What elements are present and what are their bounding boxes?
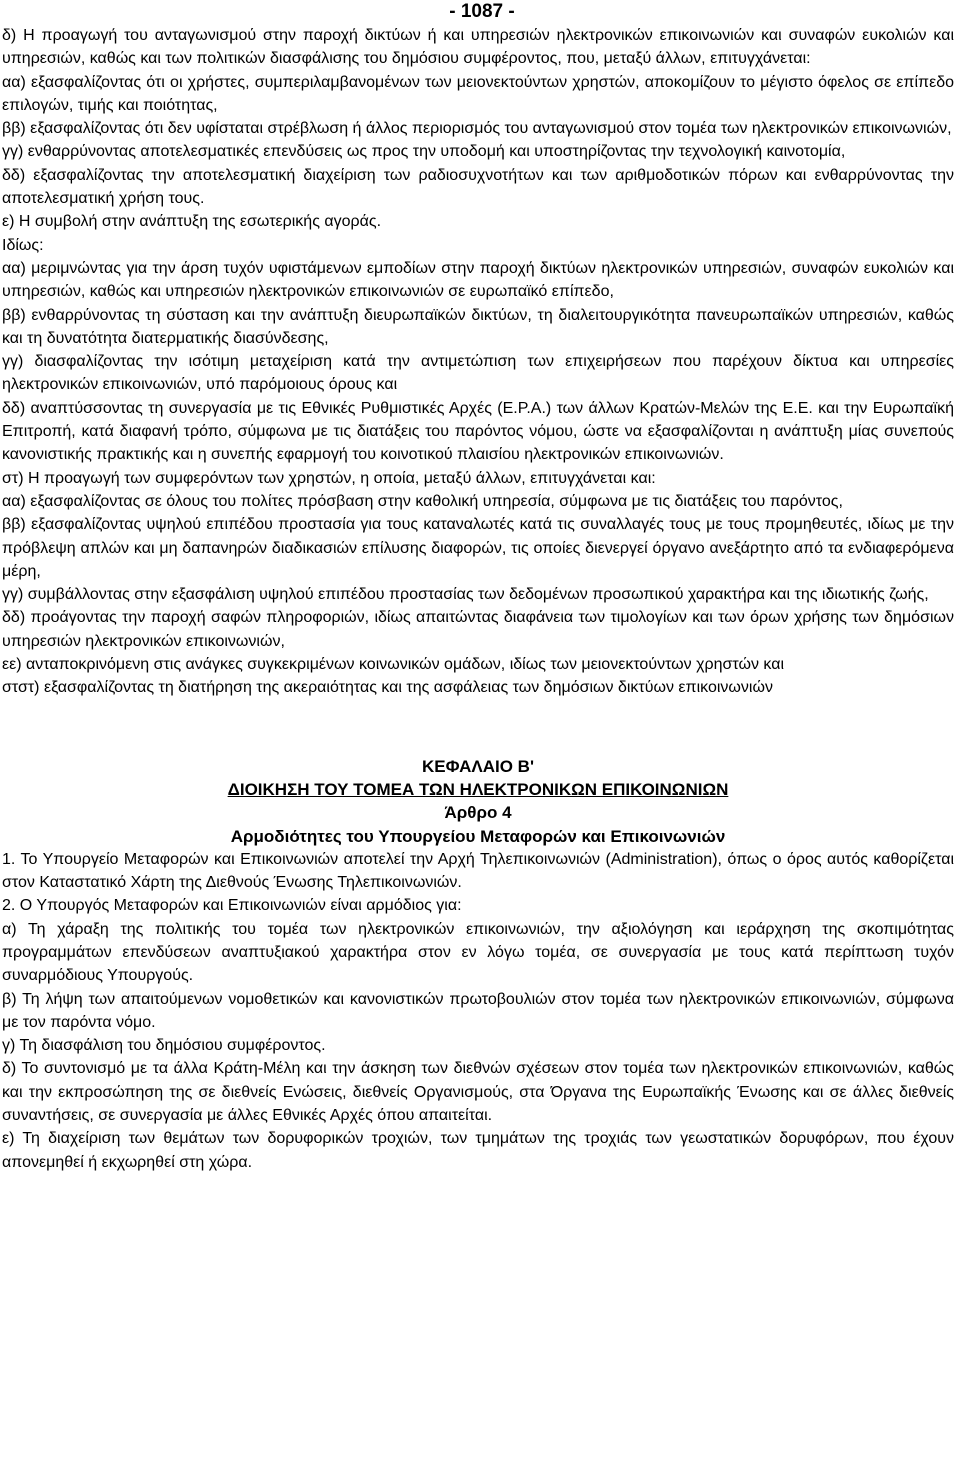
paragraph-ee-social-groups: εε) ανταποκρινόμενη στις ανάγκες συγκεκριμένων κοινωνικών ομάδων, ιδίως των μειονεκτούντων χρηστών και [2,656,785,674]
paragraph-especially: Ιδίως: [2,236,44,254]
paragraph-bb-trans-european: ββ) ενθαρρύνοντας τη σύσταση και την ανάπτυξη διευρωπαϊκών δικτύων, τη διαλειτουργικότητα πανευρωπαϊκών υπηρεσιών, καθώς και τη δυνατότητα διατερματικής διασύνδεσης, [2,306,954,347]
paragraph-dd-cooperation: δδ) αναπτύσσοντας τη συνεργασία με τις Εθνικές Ρυθμιστικές Αρχές (Ε.Ρ.Α.) των άλλων Κρατών-Μελών της Ε.Ε. και την Ευρωπαϊκή Επιτροπή, κατά διαφανή τρόπο, σύμφωνα με τις διατάξεις του παρόντος νόμου, ώστε να εξασφαλίζονται η ανάπτυξη μίας συνεπούς κανονιστικής πρακτικής και η συνεπής εφαρμογή του κοινοτικού πλαισίου ηλεκτρονικών επικοινωνιών. [2,399,954,464]
paragraph-a-policy: α) Τη χάραξη της πολιτικής του τομέα των ηλεκτρονικών επικοινωνιών, την αξιολόγηση και ιεράρχηση της σκοπιμότητας προγραμμάτων επενδύσεων αναπτυξιακού χαρακτήρα στον εν λόγω τομέα, σε συνεργασία με τους κατά περίπτωση τυχόν συναρμόδιους Υπουργούς. [2,920,954,985]
paragraph-gg-data-protection: γγ) συμβάλλοντας στην εξασφάλιση υψηλού επιπέδου προστασίας των δεδομένων προσωπικού χαρακτήρα και της ιδιωτικής ζωής, [2,586,929,604]
paragraph-b-legislation: β) Τη λήψη των απαιτούμενων νομοθετικών και κανονιστικών πρωτοβουλιών στον τομέα των ηλεκτρονικών επικοινωνιών, σύμφωνα με τον παρόντα νόμο. [2,990,954,1031]
paragraph-e-internal-market: ε) Η συμβολή στην ανάπτυξη της εσωτερικής αγοράς. [2,213,382,231]
paragraph-2-minister-responsibilities: 2. Ο Υπουργός Μεταφορών και Επικοινωνιών είναι αρμόδιος για: [2,897,462,915]
article-title: Αρμοδιότητες του Υπουργείου Μεταφορών και Επικοινωνιών [230,826,726,846]
paragraph-aa-remove-obstacles: αα) μεριμνώντας για την άρση τυχόν υφιστάμενων εμποδίων στην παροχή δικτύων ηλεκτρονικών υπηρεσιών, συναφών ευκολιών και υπηρεσιών, καθώς και υπηρεσιών ηλεκτρονικών επικοινωνιών σε ευρωπαϊκό επίπεδο, [2,259,954,301]
paragraph-c-public-interest: γ) Τη διασφάλιση του δημόσιου συμφέροντος. [2,1037,326,1055]
chapter-title: ΔΙΟΙΚΗΣΗ ΤΟΥ ΤΟΜΕΑ ΤΩΝ ΗΛΕΚΤΡΟΝΙΚΩΝ ΕΠΙΚΟΙΝΩΝΙΩΝ [227,779,729,799]
paragraph-d-international-relations: δ) Το συντονισμό με τα άλλα Κράτη-Μέλη και την άσκηση των διεθνών σχέσεων στον τομέα των ηλεκτρονικών επικοινωνιών, καθώς και την εκπροσώπηση της σε διεθνείς Ενώσεις, διεθνείς Οργανισμούς, στα Όργανα της Ευρωπαϊκής Ένωσης και σε άλλες διεθνείς συναντήσεις, σε συνεργασία με άλλες Εθνικές Αρχές όπου απαιτείται. [2,1060,954,1125]
paragraph-stst-network-integrity: στστ) εξασφαλίζοντας τη διατήρηση της ακεραιότητας και της ασφάλειας των δημόσιων δικτύων επικοινωνιών [2,679,773,697]
section-spacer [2,700,954,755]
paragraph-1-administration: 1. Το Υπουργείο Μεταφορών και Επικοινωνιών αποτελεί την Αρχή Τηλεπικοινωνιών (Administration), όπως ο όρος αυτός καθορίζεται στον Καταστατικό Χάρτη της Διεθνούς Ένωσης Τηλεπικοινωνιών. [2,850,954,892]
paragraph-e-satellite-orbits: ε) Τη διαχείριση των θεμάτων των δορυφορικών τροχιών, των τμημάτων της τροχιάς των γεωστατικών δορυφόρων, που έχουν απονεμηθεί ή εκχωρηθεί στη χώρα. [2,1130,954,1171]
chapter-label: ΚΕΦΑΛΑΙΟ Β' [422,756,534,776]
paragraph-bb-consumer-protection: ββ) εξασφαλίζοντας υψηλού επιπέδου προστασία για τους καταναλωτές κατά τις συναλλαγές τους με τους προμηθευτές, ιδίως με την πρόβλεψη απλών και μη δαπανηρών διαδικασιών επίλυσης διαφορών, τις οποίες διενεργεί όργανο ανεξάρτητο από τα ενδιαφερόμενα μέρη, [2,516,954,580]
article-number: Άρθρο 4 [444,803,512,823]
paragraph-st-user-interests: στ) Η προαγωγή των συμφερόντων των χρηστών, η οποία, μεταξύ άλλων, επιτυγχάνεται και: [2,469,656,487]
paragraph-dd-clear-information: δδ) προάγοντας την παροχή σαφών πληροφοριών, ιδίως απαιτώντας διαφάνεια των τιμολογίων και των όρων χρήσης των δημόσιων υπηρεσιών ηλεκτρονικών επικοινωνιών, [2,609,954,650]
paragraph-dd-spectrum: δδ) εξασφαλίζοντας την αποτελεσματική διαχείριση των ραδιοσυχνοτήτων και των αριθμοδοτικών πόρων και ενθαρρύνοντας την αποτελεσματική χρήση τους. [2,166,954,208]
paragraph-gg-investment: γγ) ενθαρρύνοντας αποτελεσματικές επενδύσεις ως προς την υποδομή και υποστηρίζοντας την τεχνολογική καινοτομία, [2,143,846,161]
paragraph-bb-no-distortion: ββ) εξασφαλίζοντας ότι δεν υφίσταται στρέβλωση ή άλλος περιορισμός του ανταγωνισμού στον τομέα των ηλεκτρονικών επικοινωνιών, [2,120,952,138]
page-number: - 1087 - [449,1,515,22]
paragraph-aa-universal-service: αα) εξασφαλίζοντας σε όλους του πολίτες πρόσβαση στην καθολική υπηρεσία, σύμφωνα με τις διατάξεις του παρόντος, [2,492,843,510]
paragraph-d-competition: δ) Η προαγωγή του ανταγωνισμού στην παροχή δικτύων ή και υπηρεσιών ηλεκτρονικών επικοινωνιών και συναφών ευκολιών και υπηρεσιών, καθώς και των πολιτικών διασφάλισης του δημόσιου συμφέροντος, που, μεταξύ άλλων, επιτυγχάνεται: [2,27,954,68]
paragraph-gg-equal-treatment: γγ) διασφαλίζοντας την ισότιμη μεταχείριση κατά την αντιμετώπιση των επιχειρήσεων που παρέχουν δίκτυα και υπηρεσίες ηλεκτρονικών επικοινωνιών, υπό παρόμοιους όρους και [2,353,954,394]
paragraph-aa-user-benefit: αα) εξασφαλίζοντας ότι οι χρήστες, συμπεριλαμβανομένων των μειονεκτούντων χρηστών, αποκομίζουν το μέγιστο όφελος σε επίπεδο επιλογών, τιμής και ποιότητας, [2,73,954,114]
